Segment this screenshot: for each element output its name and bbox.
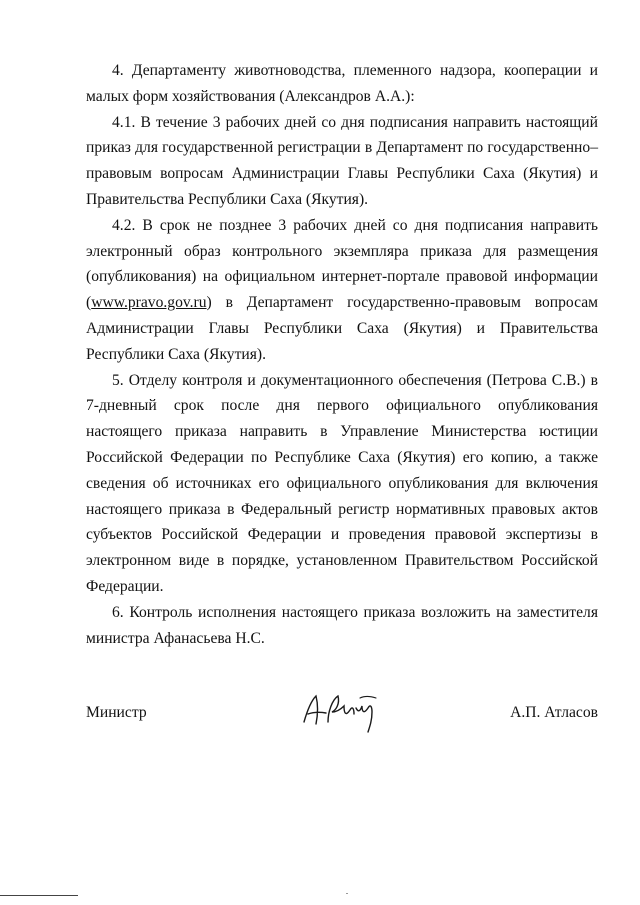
footer-rule: [0, 895, 78, 896]
scan-artifact: [346, 893, 348, 894]
paragraph-4-2: [86, 213, 598, 368]
paragraph-4-2-text-a: 4.2. В срок не позднее 3 рабочих дней со дня подписания направить электронный образ контрольного экземпляра приказа для размещения (опубликования) на официальном интернет-портале правовой информации (: [86, 216, 598, 312]
document-body: [86, 58, 598, 651]
signatory-title: Министр: [86, 704, 147, 721]
handwritten-signature: [298, 686, 388, 734]
paragraph-5: 5. Отделу контроля и документационного обеспечения (Петрова С.В.) в 7-дневный срок после дня первого официального опубликования настоящего приказа направить в Управление Министерства юстиции Российской Федерации по Республике Саха (Якутия) его копию, а также сведения об источниках его официального опубликования для включения настоящего приказа в Федеральный регистр нормативных правовых актов субъектов Российской Федерации и проведения правовой экспертизы в электронном виде в порядке, установленном Правительством Российской Федерации.: [86, 371, 598, 595]
signatory-name: А.П. Атласов: [510, 704, 598, 721]
paragraph-6: 6. Контроль исполнения настоящего приказа возложить на заместителя министра Афанасьева Н.С.: [86, 603, 598, 647]
paragraph-4-2-text-b: ) в Департамент государственно-правовым вопросам Администрации Главы Республики Саха (Якутия) и Правительства Республики Саха (Якутия).: [86, 294, 598, 363]
paragraph-4-1: 4.1. В течение 3 рабочих дней со дня подписания направить настоящий приказ для государственной регистрации в Департамент по государственно–правовым вопросам Администрации Главы Республики Саха (Якутия) и Правительства Республики Саха (Якутия).: [86, 113, 598, 208]
signature-block: [86, 702, 598, 732]
pravo-portal-link[interactable]: www.pravo.gov.ru: [91, 294, 207, 312]
paragraph-4: 4. Департаменту животноводства, племенного надзора, кооперации и малых форм хозяйствования (Александров А.А.):: [86, 62, 598, 105]
